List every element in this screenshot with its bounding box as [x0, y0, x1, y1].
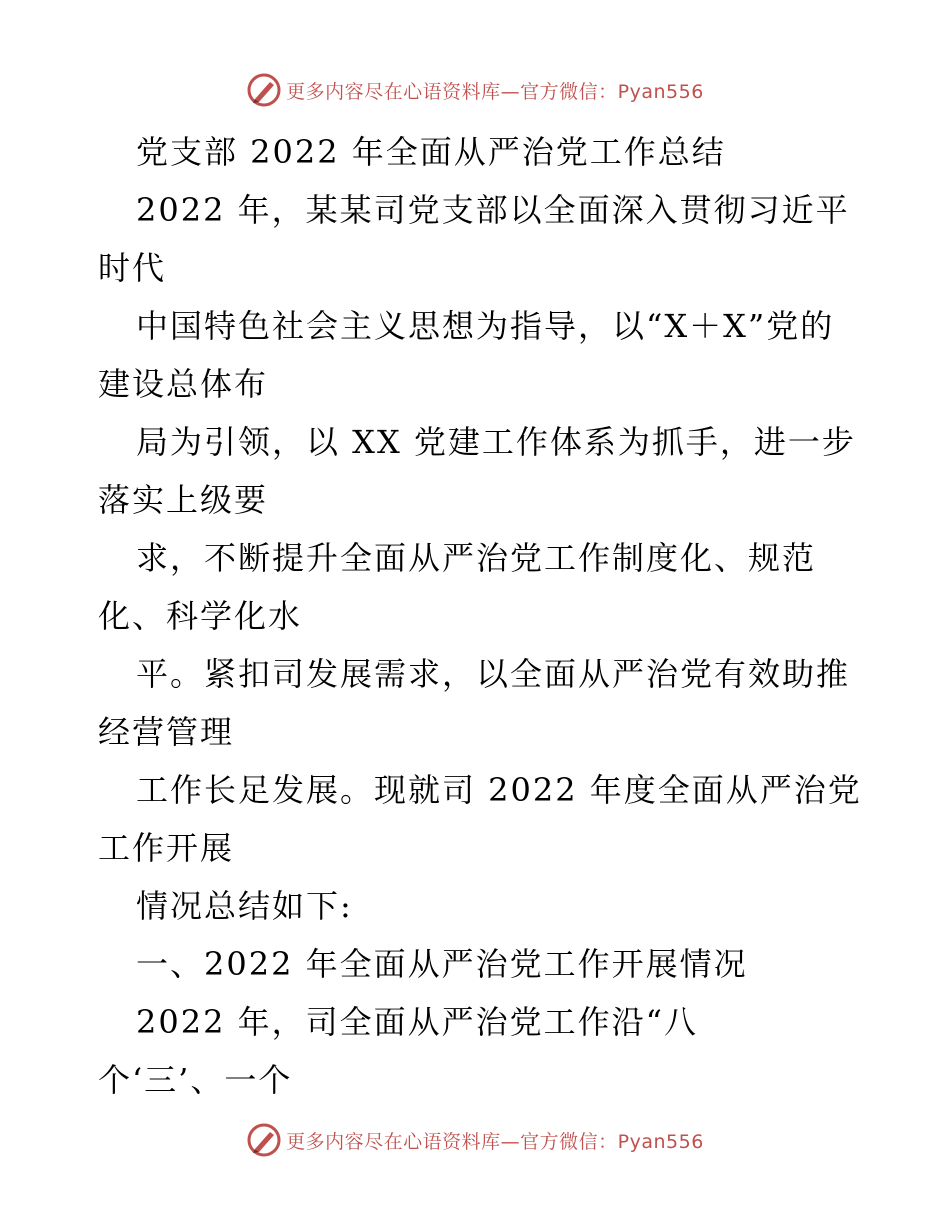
watermark-header — [0, 70, 950, 110]
paragraph-line: 中国特色社会主义思想为指导，以“X＋X”党的 — [136, 307, 835, 345]
watermark-text: 更多内容尽在心语资料库—官方微信：Pyan556 — [286, 80, 704, 103]
paragraph-line: 2022 年，司全面从严治党工作沿“八 — [136, 1003, 698, 1041]
pen-logo-icon — [246, 1122, 282, 1158]
paragraph-line: 局为引领，以 XX 党建工作体系为抓手，进一步 — [136, 423, 856, 461]
paragraph-line: 工作长足发展。现就司 2022 年度全面从严治党 — [136, 771, 862, 809]
paragraph-line: 建设总体布 — [98, 365, 269, 403]
paragraph-line: 求，不断提升全面从严治党工作制度化、规范 — [136, 539, 817, 577]
paragraph-line: 个‘三’、一个 — [98, 1061, 293, 1099]
paragraph-line: 工作开展 — [98, 829, 235, 867]
paragraph-line: 经营管理 — [98, 713, 235, 751]
watermark-footer — [0, 1120, 950, 1160]
paragraph-line: 情况总结如下: — [136, 887, 353, 925]
paragraph-line: 落实上级要 — [98, 481, 269, 519]
paragraph-line: 平。紧扣司发展需求，以全面从严治党有效助推 — [136, 655, 851, 693]
watermark-text: 更多内容尽在心语资料库—官方微信：Pyan556 — [286, 1130, 704, 1153]
section-heading: 一、2022 年全面从严治党工作开展情况 — [136, 945, 748, 983]
pen-logo-icon — [246, 72, 282, 108]
document-title: 党支部 2022 年全面从严治党工作总结 — [136, 133, 726, 171]
paragraph-line: 2022 年，某某司党支部以全面深入贯彻习近平 — [136, 191, 850, 229]
document-body — [98, 123, 862, 1109]
paragraph-line: 化、科学化水 — [98, 597, 303, 635]
paragraph-line: 时代 — [98, 249, 167, 287]
